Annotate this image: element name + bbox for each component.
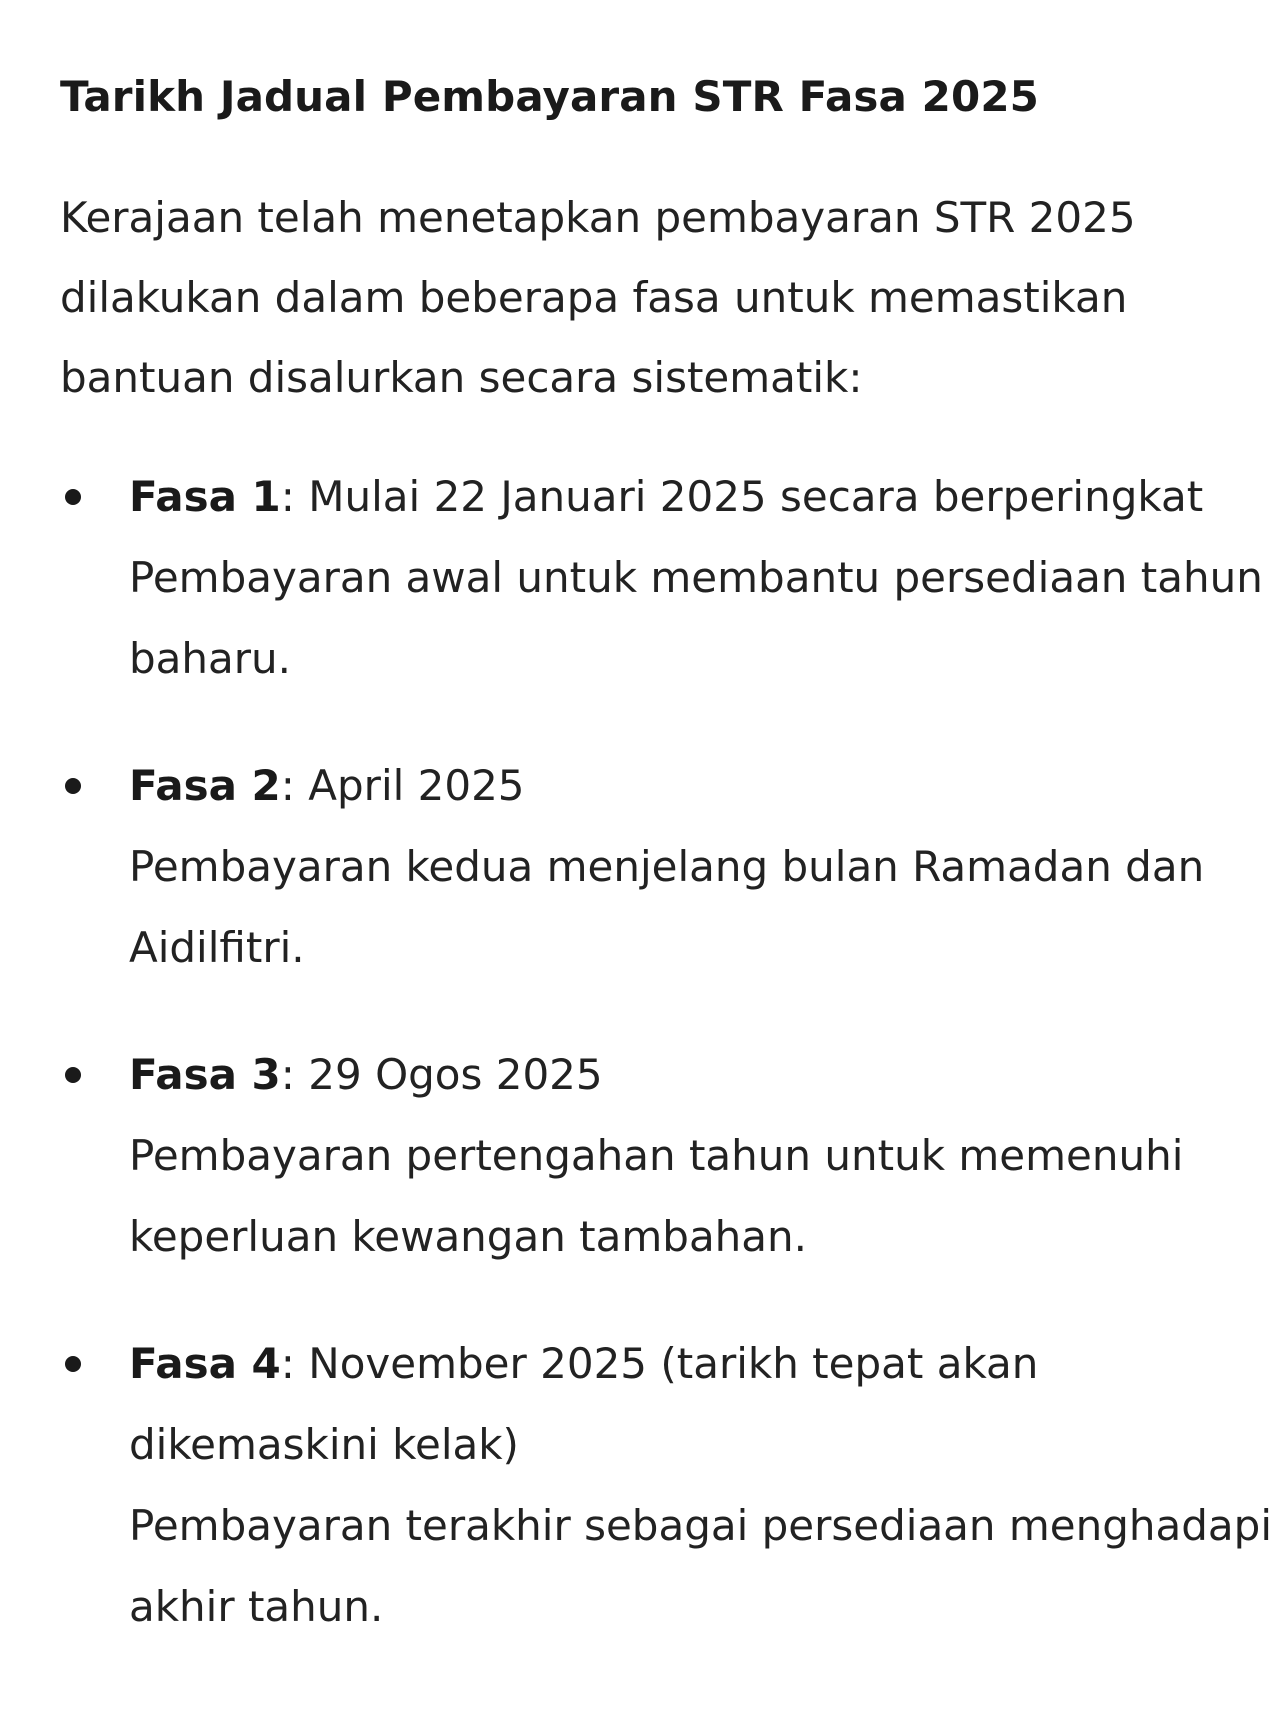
- list-item-fasa-3: [60, 1034, 1279, 1277]
- phase-separator: :: [280, 761, 309, 810]
- intro-paragraph: Kerajaan telah menetapkan pembayaran STR 2025 dilakukan dalam beberapa fasa untuk memastikan bantuan disalurkan secara sistematik:: [60, 193, 1136, 402]
- phase-separator: :: [280, 472, 309, 521]
- article-title: Tarikh Jadual Pembayaran STR Fasa 2025: [60, 72, 1039, 121]
- phase-date: Mulai 22 Januari 2025 secara berperingkat: [308, 472, 1204, 521]
- phase-heading: [129, 456, 1279, 537]
- phase-name: Fasa 1: [129, 472, 281, 521]
- phase-description: Pembayaran terakhir sebagai persediaan menghadapi akhir tahun.: [129, 1501, 1273, 1631]
- phase-description: Pembayaran awal untuk membantu persediaan tahun baharu.: [129, 553, 1263, 683]
- phase-list: [60, 456, 1273, 1647]
- bullet-icon: [65, 489, 81, 505]
- list-item-fasa-4: [60, 1323, 1279, 1647]
- phase-heading: [129, 745, 1279, 826]
- phase-separator: :: [280, 1050, 309, 1099]
- phase-date: 29 Ogos 2025: [308, 1050, 603, 1099]
- phase-name: Fasa 3: [129, 1050, 281, 1099]
- phase-date: April 2025: [308, 761, 525, 810]
- bullet-icon: [65, 1356, 81, 1372]
- phase-description: Pembayaran kedua menjelang bulan Ramadan dan Aidilfitri.: [129, 842, 1205, 972]
- phase-description: Pembayaran pertengahan tahun untuk memenuhi keperluan kewangan tambahan.: [129, 1131, 1184, 1261]
- bullet-icon: [65, 778, 81, 794]
- phase-heading: [129, 1034, 1279, 1115]
- phase-heading: [129, 1323, 1279, 1485]
- phase-name: Fasa 2: [129, 761, 281, 810]
- phase-name: Fasa 4: [129, 1339, 281, 1388]
- phase-date: November 2025 (tarikh tepat akan dikemaskini kelak): [129, 1339, 1039, 1469]
- phase-separator: :: [280, 1339, 309, 1388]
- bullet-icon: [65, 1067, 81, 1083]
- list-item-fasa-2: [60, 745, 1279, 988]
- list-item-fasa-1: [60, 456, 1279, 699]
